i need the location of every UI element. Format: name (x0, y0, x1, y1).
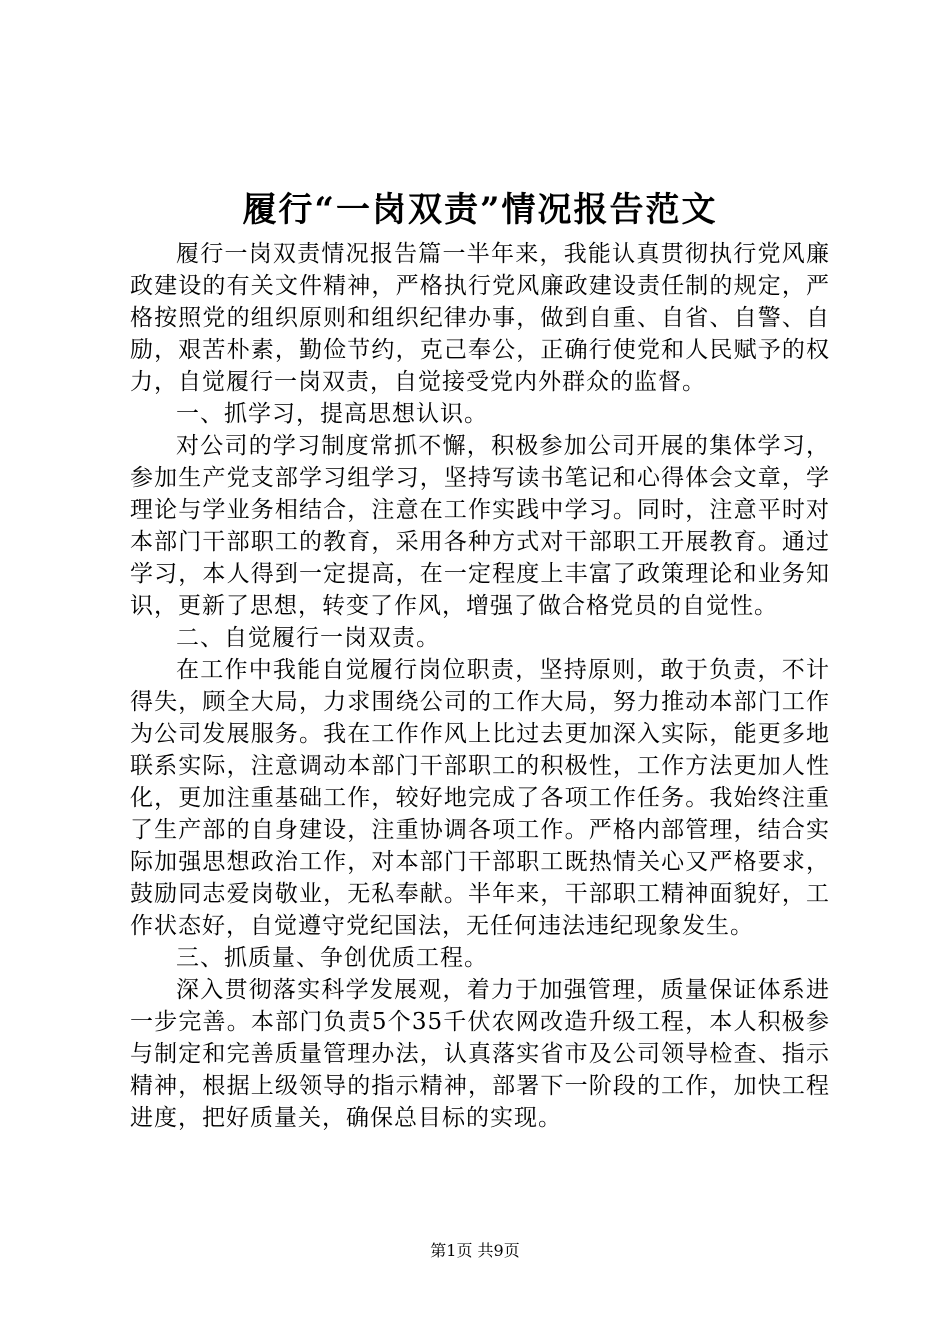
paragraph-study: 对公司的学习制度常抓不懈，积极参加公司开展的集体学习，参加生产党支部学习组学习，坚持写读书笔记和心得体会文章，学理论与学业务相结合，注意在工作实践中学习。同时，注意平时对本部门干部职工的教育，采用各种方式对干部职工开展教育。通过学习，本人得到一定提高，在一定程度上丰富了政策理论和业务知识，更新了思想，转变了作风，增强了做合格党员的自觉性。 (130, 433, 830, 619)
document-body (130, 238, 830, 1134)
section-heading-study: 一、抓学习，提高思想认识。 (176, 401, 488, 427)
document-page (130, 186, 830, 1134)
section-heading-duties: 二、自觉履行一岗双责。 (176, 625, 440, 651)
paragraph-quality: 深入贯彻落实科学发展观，着力于加强管理，质量保证体系进一步完善。本部门负责5个35千伏农网改造升级工程，本人积极参与制定和完善质量管理办法，认真落实省市及公司领导检查、指示精神，根据上级领导的指示精神，部署下一阶段的工作，加快工程进度，把好质量关，确保总目标的实现。 (130, 977, 830, 1131)
section-heading-quality: 三、抓质量、争创优质工程。 (176, 945, 488, 971)
paragraph-intro: 履行一岗双责情况报告篇一半年来，我能认真贯彻执行党风廉政建设的有关文件精神，严格执行党风廉政建设责任制的规定，严格按照党的组织原则和组织纪律办事，做到自重、自省、自警、自励，艰苦朴素，勤俭节约，克己奉公，正确行使党和人民赋予的权力，自觉履行一岗双责，自觉接受党内外群众的监督。 (130, 241, 830, 395)
document-title: 履行“一岗双责”情况报告范文 (242, 190, 718, 230)
page-footer: 第1页 共9页 (430, 1241, 520, 1260)
paragraph-duties: 在工作中我能自觉履行岗位职责，坚持原则，敢于负责，不计得失，顾全大局，力求围绕公司的工作大局，努力推动本部门工作为公司发展服务。我在工作作风上比过去更加深入实际，能更多地联系实际，注意调动本部门干部职工的积极性，工作方法更加人性化，更加注重基础工作，较好地完成了各项工作任务。我始终注重了生产部的自身建设，注重协调各项工作。严格内部管理，结合实际加强思想政治工作，对本部门干部职工既热情关心又严格要求，鼓励同志爱岗敬业，无私奉献。半年来，干部职工精神面貌好，工作状态好，自觉遵守党纪国法，无任何违法违纪现象发生。 (130, 657, 830, 939)
